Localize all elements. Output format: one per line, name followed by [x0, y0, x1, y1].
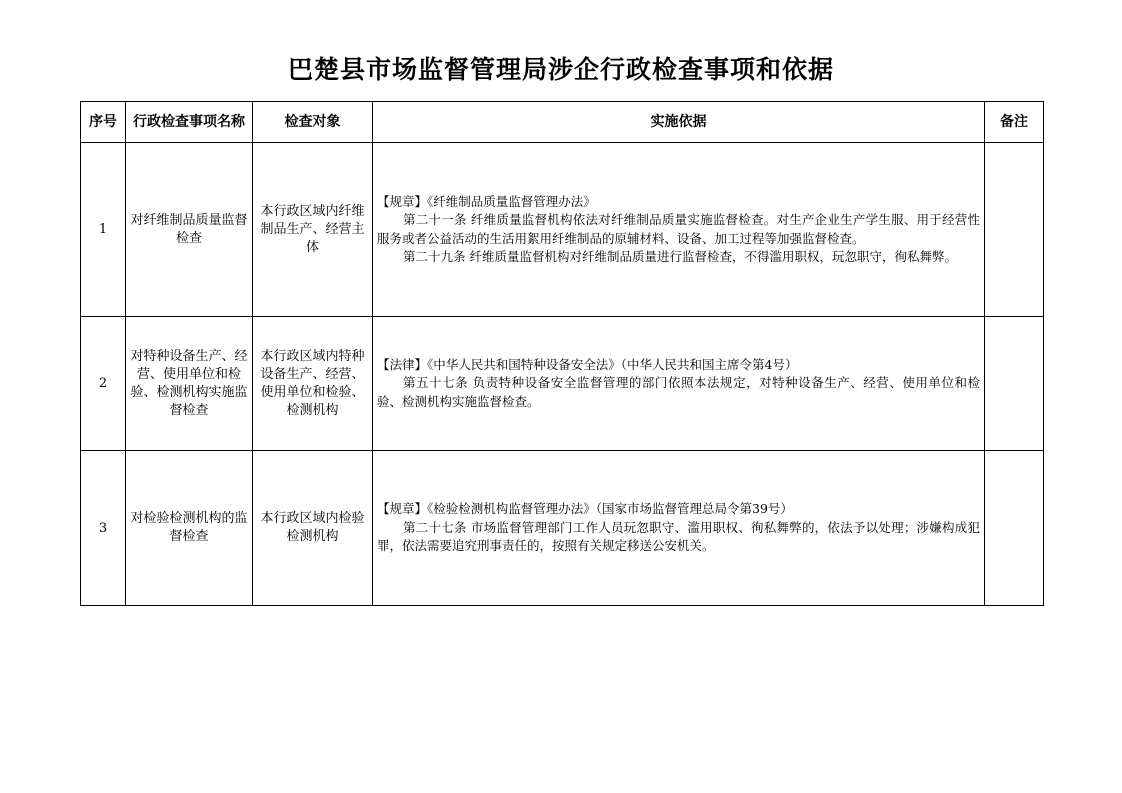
basis-article: 第二十九条 纤维质量监督机构对纤维制品质量进行监督检查，不得滥用职权，玩忽职守，徇私舞弊。: [403, 249, 957, 264]
row-basis: [373, 451, 985, 606]
row-basis: [373, 317, 985, 451]
row-note: [985, 451, 1044, 606]
basis-article: 第五十七条 负责特种设备安全监督管理的部门依照本法规定，对特种设备生产、经营、使用单位和检验、检测机构实施监督检查。: [377, 375, 980, 409]
row-target: 本行政区域内特种设备生产、经营、使用单位和检验、检测机构: [253, 317, 373, 451]
row-note: [985, 317, 1044, 451]
basis-article: 第二十一条 纤维质量监督机构依法对纤维制品质量实施监督检查。对生产企业生产学生服、用于经营性服务或者公益活动的生活用絮用纤维制品的原辅材料、设备、加工过程等加强监督检查。: [377, 212, 980, 246]
row-target: 本行政区域内检验检测机构: [253, 451, 373, 606]
row-seq: 3: [81, 451, 126, 606]
basis-article: 第二十七条 市场监督管理部门工作人员玩忽职守、滥用职权、徇私舞弊的，依法予以处理；涉嫌构成犯罪，依法需要追究刑事责任的，按照有关规定移送公安机关。: [377, 519, 980, 554]
basis-source: 【规章】《纤维制品质量监督管理办法》: [377, 193, 596, 209]
row-seq: 2: [81, 317, 126, 451]
row-item-name: 对纤维制品质量监督检查: [126, 143, 253, 317]
header-basis: 实施依据: [373, 102, 985, 143]
row-target: 本行政区域内纤维制品生产、经营主体: [253, 143, 373, 317]
inspection-items-table: [80, 101, 1044, 606]
row-note: [985, 143, 1044, 317]
row-item-name: 对检验检测机构的监督检查: [126, 451, 253, 606]
basis-source: 【规章】《检验检测机构监督管理办法》（国家市场监督管理总局令第39号）: [377, 501, 793, 517]
header-seq: 序号: [81, 102, 126, 143]
header-target: 检查对象: [253, 102, 373, 143]
table-header-row: [81, 102, 1044, 143]
document-title: 巴楚县市场监督管理局涉企行政检查事项和依据: [287, 55, 834, 84]
basis-source: 【法律】《中华人民共和国特种设备安全法》（中华人民共和国主席令第4号）: [377, 356, 798, 372]
table-row: [81, 317, 1044, 451]
table-row: [81, 143, 1044, 317]
row-item-name: 对特种设备生产、经营、使用单位和检验、检测机构实施监督检查: [126, 317, 253, 451]
row-seq: 1: [81, 143, 126, 317]
row-basis: [373, 143, 985, 317]
header-note: 备注: [985, 102, 1044, 143]
header-item-name: 行政检查事项名称: [126, 102, 253, 143]
table-row: [81, 451, 1044, 606]
